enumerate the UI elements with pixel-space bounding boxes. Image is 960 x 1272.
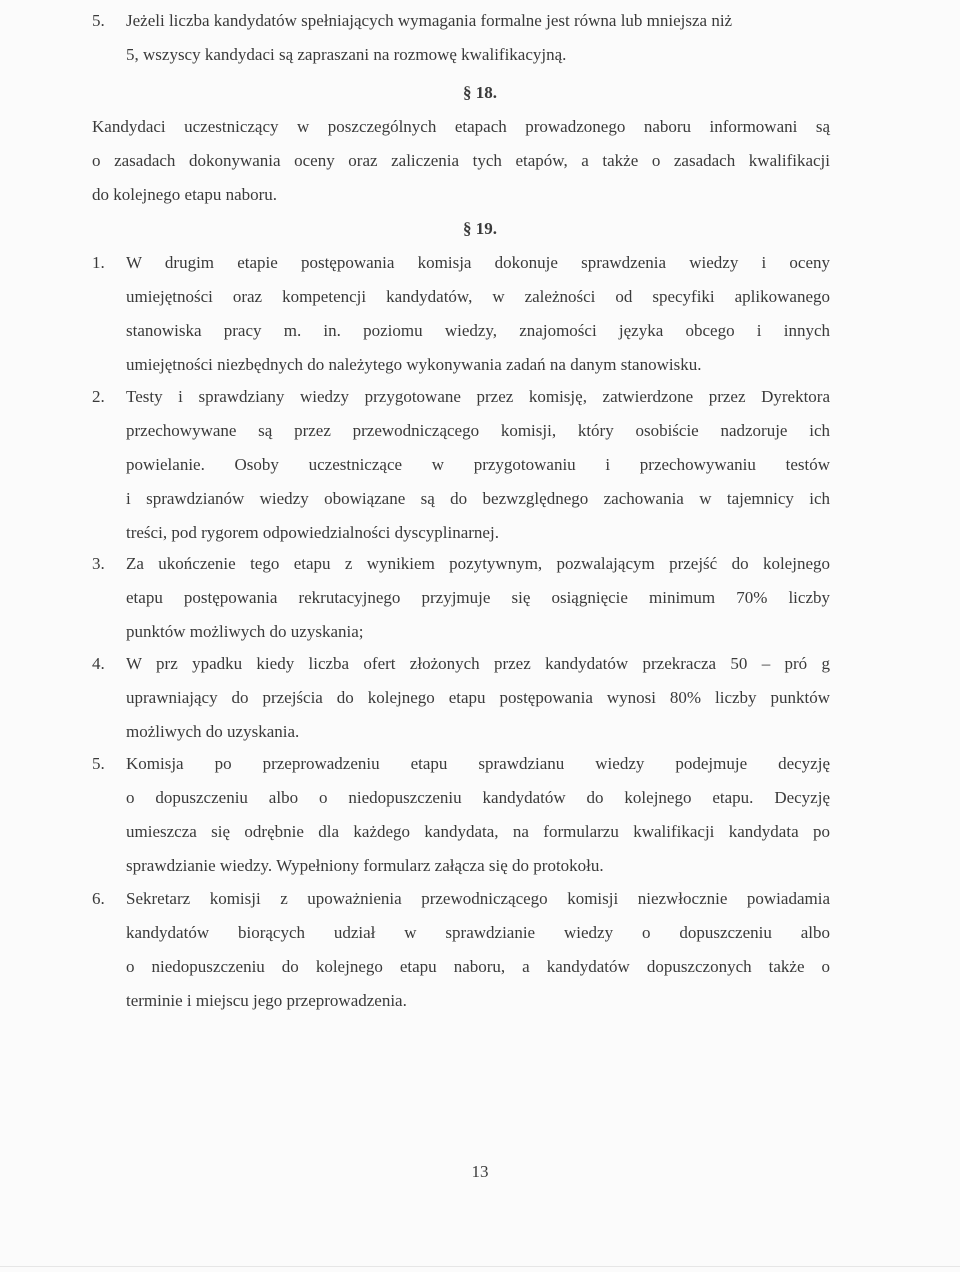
text-line: możliwych do uzyskania.	[126, 722, 300, 741]
text-line: uprawniający do przejścia do kolejnego etapu postępowania wynosi 80% liczby punktów	[126, 688, 830, 707]
text-line: umiejętności oraz kompetencji kandydatów, w zależności od specyfiki aplikowanego	[126, 287, 830, 306]
text-line: kandydatów biorących udział w sprawdzianie wiedzy o dopuszczeniu albo	[126, 923, 830, 942]
text-line: powielanie. Osoby uczestniczące w przygotowaniu i przechowywaniu testów	[126, 455, 830, 474]
text-line: stanowiska pracy m. in. poziomu wiedzy, znajomości języka obcego i innych	[126, 321, 830, 340]
text-line: Komisja po przeprowadzeniu etapu sprawdzianu wiedzy podejmuje decyzję	[126, 754, 830, 773]
text-line: Jeżeli liczba kandydatów spełniających wymagania formalne jest równa lub mniejsza niż	[126, 11, 733, 30]
text-line: o niedopuszczeniu do kolejnego etapu naboru, a kandydatów dopuszczonych także o	[126, 957, 830, 976]
text-line: Testy i sprawdziany wiedzy przygotowane przez komisję, zatwierdzone przez Dyrektora	[126, 387, 830, 406]
text-line: i sprawdzianów wiedzy obowiązane są do bezwzględnego zachowania w tajemnicy ich	[126, 489, 830, 508]
list-number: 3.	[92, 554, 105, 573]
list-number: 1.	[92, 253, 105, 272]
section-heading-19: § 19.	[463, 219, 497, 238]
paragraph-18	[92, 110, 830, 212]
text-line: o zasadach dokonywania oceny oraz zaliczenia tych etapów, a także o zasadach kwalifikacji	[92, 151, 830, 170]
text-line: do kolejnego etapu naboru.	[92, 185, 278, 204]
text-line: umiejętności niezbędnych do należytego wykonywania zadań na danym stanowisku.	[126, 355, 702, 374]
list-number: 6.	[92, 889, 105, 908]
text-line: etapu postępowania rekrutacyjnego przyjmuje się osiągnięcie minimum 70% liczby	[126, 588, 830, 607]
text-line: 5, wszyscy kandydaci są zapraszani na rozmowę kwalifikacyjną.	[126, 45, 567, 64]
page-edge-divider	[0, 1266, 960, 1267]
text-line: W drugim etapie postępowania komisja dokonuje sprawdzenia wiedzy i oceny	[126, 253, 830, 272]
list-number: 4.	[92, 654, 105, 673]
text-line: terminie i miejscu jego przeprowadzenia.	[126, 991, 407, 1010]
text-line: sprawdzianie wiedzy. Wypełniony formularz załącza się do protokołu.	[126, 856, 604, 875]
text-line: Kandydaci uczestniczący w poszczególnych etapach prowadzonego naboru informowani są	[92, 117, 830, 136]
list-number: 5.	[92, 754, 105, 773]
text-line: W prz ypadku kiedy liczba ofert złożonych przez kandydatów przekracza 50 – pró g	[126, 654, 830, 673]
text-line: punktów możliwych do uzyskania;	[126, 622, 364, 641]
page-number: 13	[471, 1162, 489, 1181]
section-heading-18: § 18.	[463, 83, 497, 102]
text-line: Sekretarz komisji z upoważnienia przewodniczącego komisji niezwłocznie powiadamia	[126, 889, 830, 908]
text-line: umieszcza się odrębnie dla każdego kandydata, na formularzu kwalifikacji kandydata po	[126, 822, 830, 841]
text-line: treści, pod rygorem odpowiedzialności dyscyplinarnej.	[126, 523, 499, 542]
text-line: o dopuszczeniu albo o niedopuszczeniu kandydatów do kolejnego etapu. Decyzję	[126, 788, 830, 807]
list-number: 5.	[92, 11, 105, 30]
list-number: 2.	[92, 387, 105, 406]
text-line: Za ukończenie tego etapu z wynikiem pozytywnym, pozwalającym przejść do kolejnego	[126, 554, 830, 573]
text-line: przechowywane są przez przewodniczącego komisji, który osobiście nadzoruje ich	[126, 421, 830, 440]
